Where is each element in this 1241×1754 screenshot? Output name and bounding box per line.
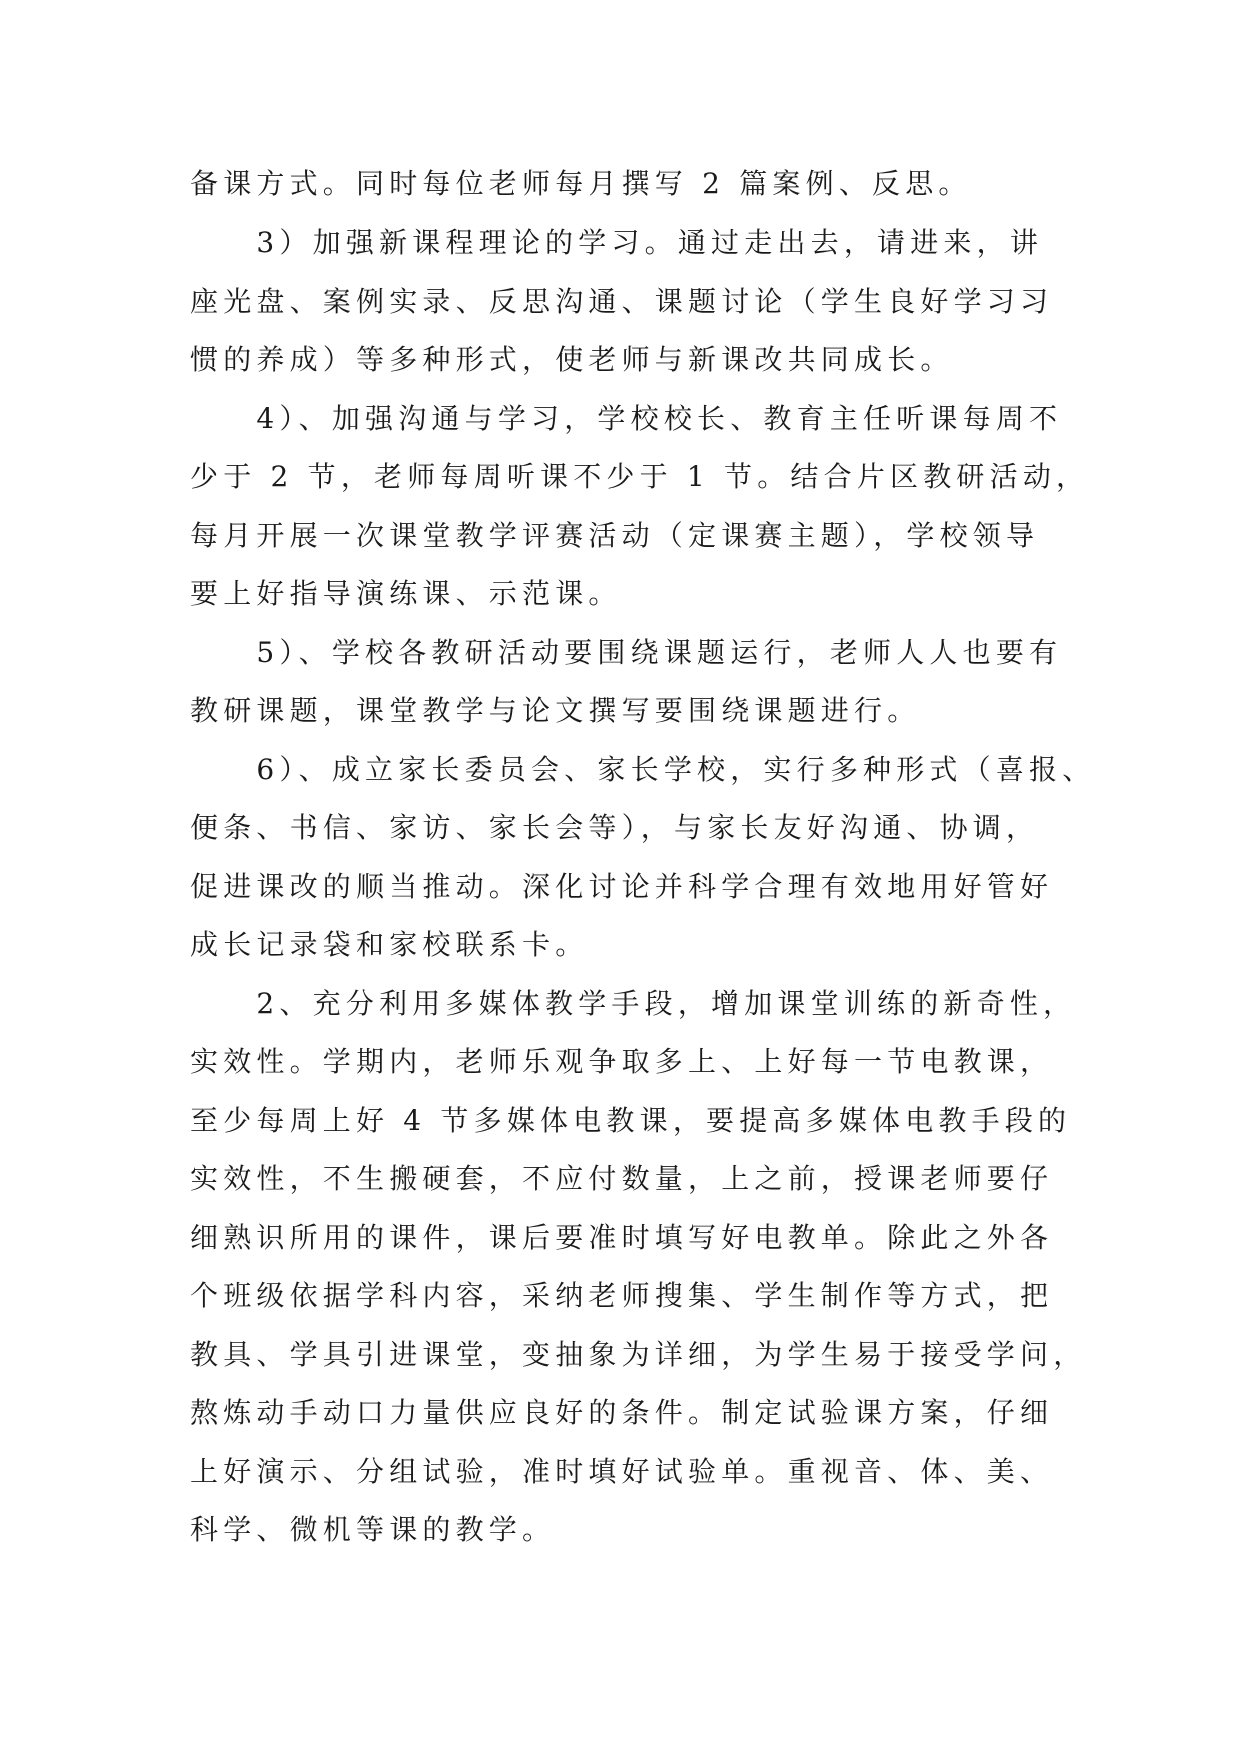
text-line: 6）、成立家长委员会、家长学校，实行多种形式（喜报、: [190, 753, 1096, 786]
text-line: 细熟识所用的课件，课后要准时填写好电教单。除此之外各: [190, 1221, 1054, 1254]
text-line: 熬炼动手动口力量供应良好的条件。制定试验课方案，仔细: [190, 1396, 1054, 1429]
text-line: 至少每周上好 4 节多媒体电教课，要提高多媒体电教手段的: [190, 1104, 1072, 1137]
text-line: 5）、学校各教研活动要围绕课题运行，老师人人也要有: [190, 636, 1063, 669]
text-line: 要上好指导演练课、示范课。: [190, 577, 622, 610]
text-line: 个班级依据学科内容，采纳老师搜集、学生制作等方式，把: [190, 1279, 1054, 1312]
text-line: 教具、学具引进课堂，变抽象为详细，为学生易于接受学问，: [190, 1338, 1087, 1371]
text-line: 教研课题，课堂教学与论文撰写要围绕课题进行。: [190, 694, 921, 727]
text-line: 备课方式。同时每位老师每月撰写 2 篇案例、反思。: [190, 167, 972, 200]
text-line: 上好演示、分组试验，准时填好试验单。重视音、体、美、: [190, 1455, 1054, 1488]
text-line: 少于 2 节，老师每周听课不少于 1 节。结合片区教研活动，: [190, 460, 1090, 493]
text-line: 惯的养成）等多种形式，使老师与新课改共同成长。: [190, 343, 954, 376]
text-line: 成长记录袋和家校联系卡。: [190, 928, 589, 961]
text-line: 促进课改的顺当推动。深化讨论并科学合理有效地用好管好: [190, 870, 1054, 903]
text-line: 便条、书信、家访、家长会等），与家长友好沟通、协调，: [190, 811, 1040, 844]
text-line: 2、充分利用多媒体教学手段，增加课堂训练的新奇性，: [190, 987, 1077, 1020]
text-line: 每月开展一次课堂教学评赛活动（定课赛主题），学校领导: [190, 519, 1040, 552]
text-line: 实效性，不生搬硬套，不应付数量，上之前，授课老师要仔: [190, 1162, 1054, 1195]
text-line: 科学、微机等课的教学。: [190, 1513, 556, 1546]
text-line: 实效性。学期内，老师乐观争取多上、上好每一节电教课，: [190, 1045, 1054, 1078]
text-line: 3）加强新课程理论的学习。通过走出去，请进来，讲: [190, 226, 1044, 259]
text-line: 4）、加强沟通与学习，学校校长、教育主任听课每周不: [190, 402, 1063, 435]
text-line: 座光盘、案例实录、反思沟通、课题讨论（学生良好学习习: [190, 285, 1054, 318]
